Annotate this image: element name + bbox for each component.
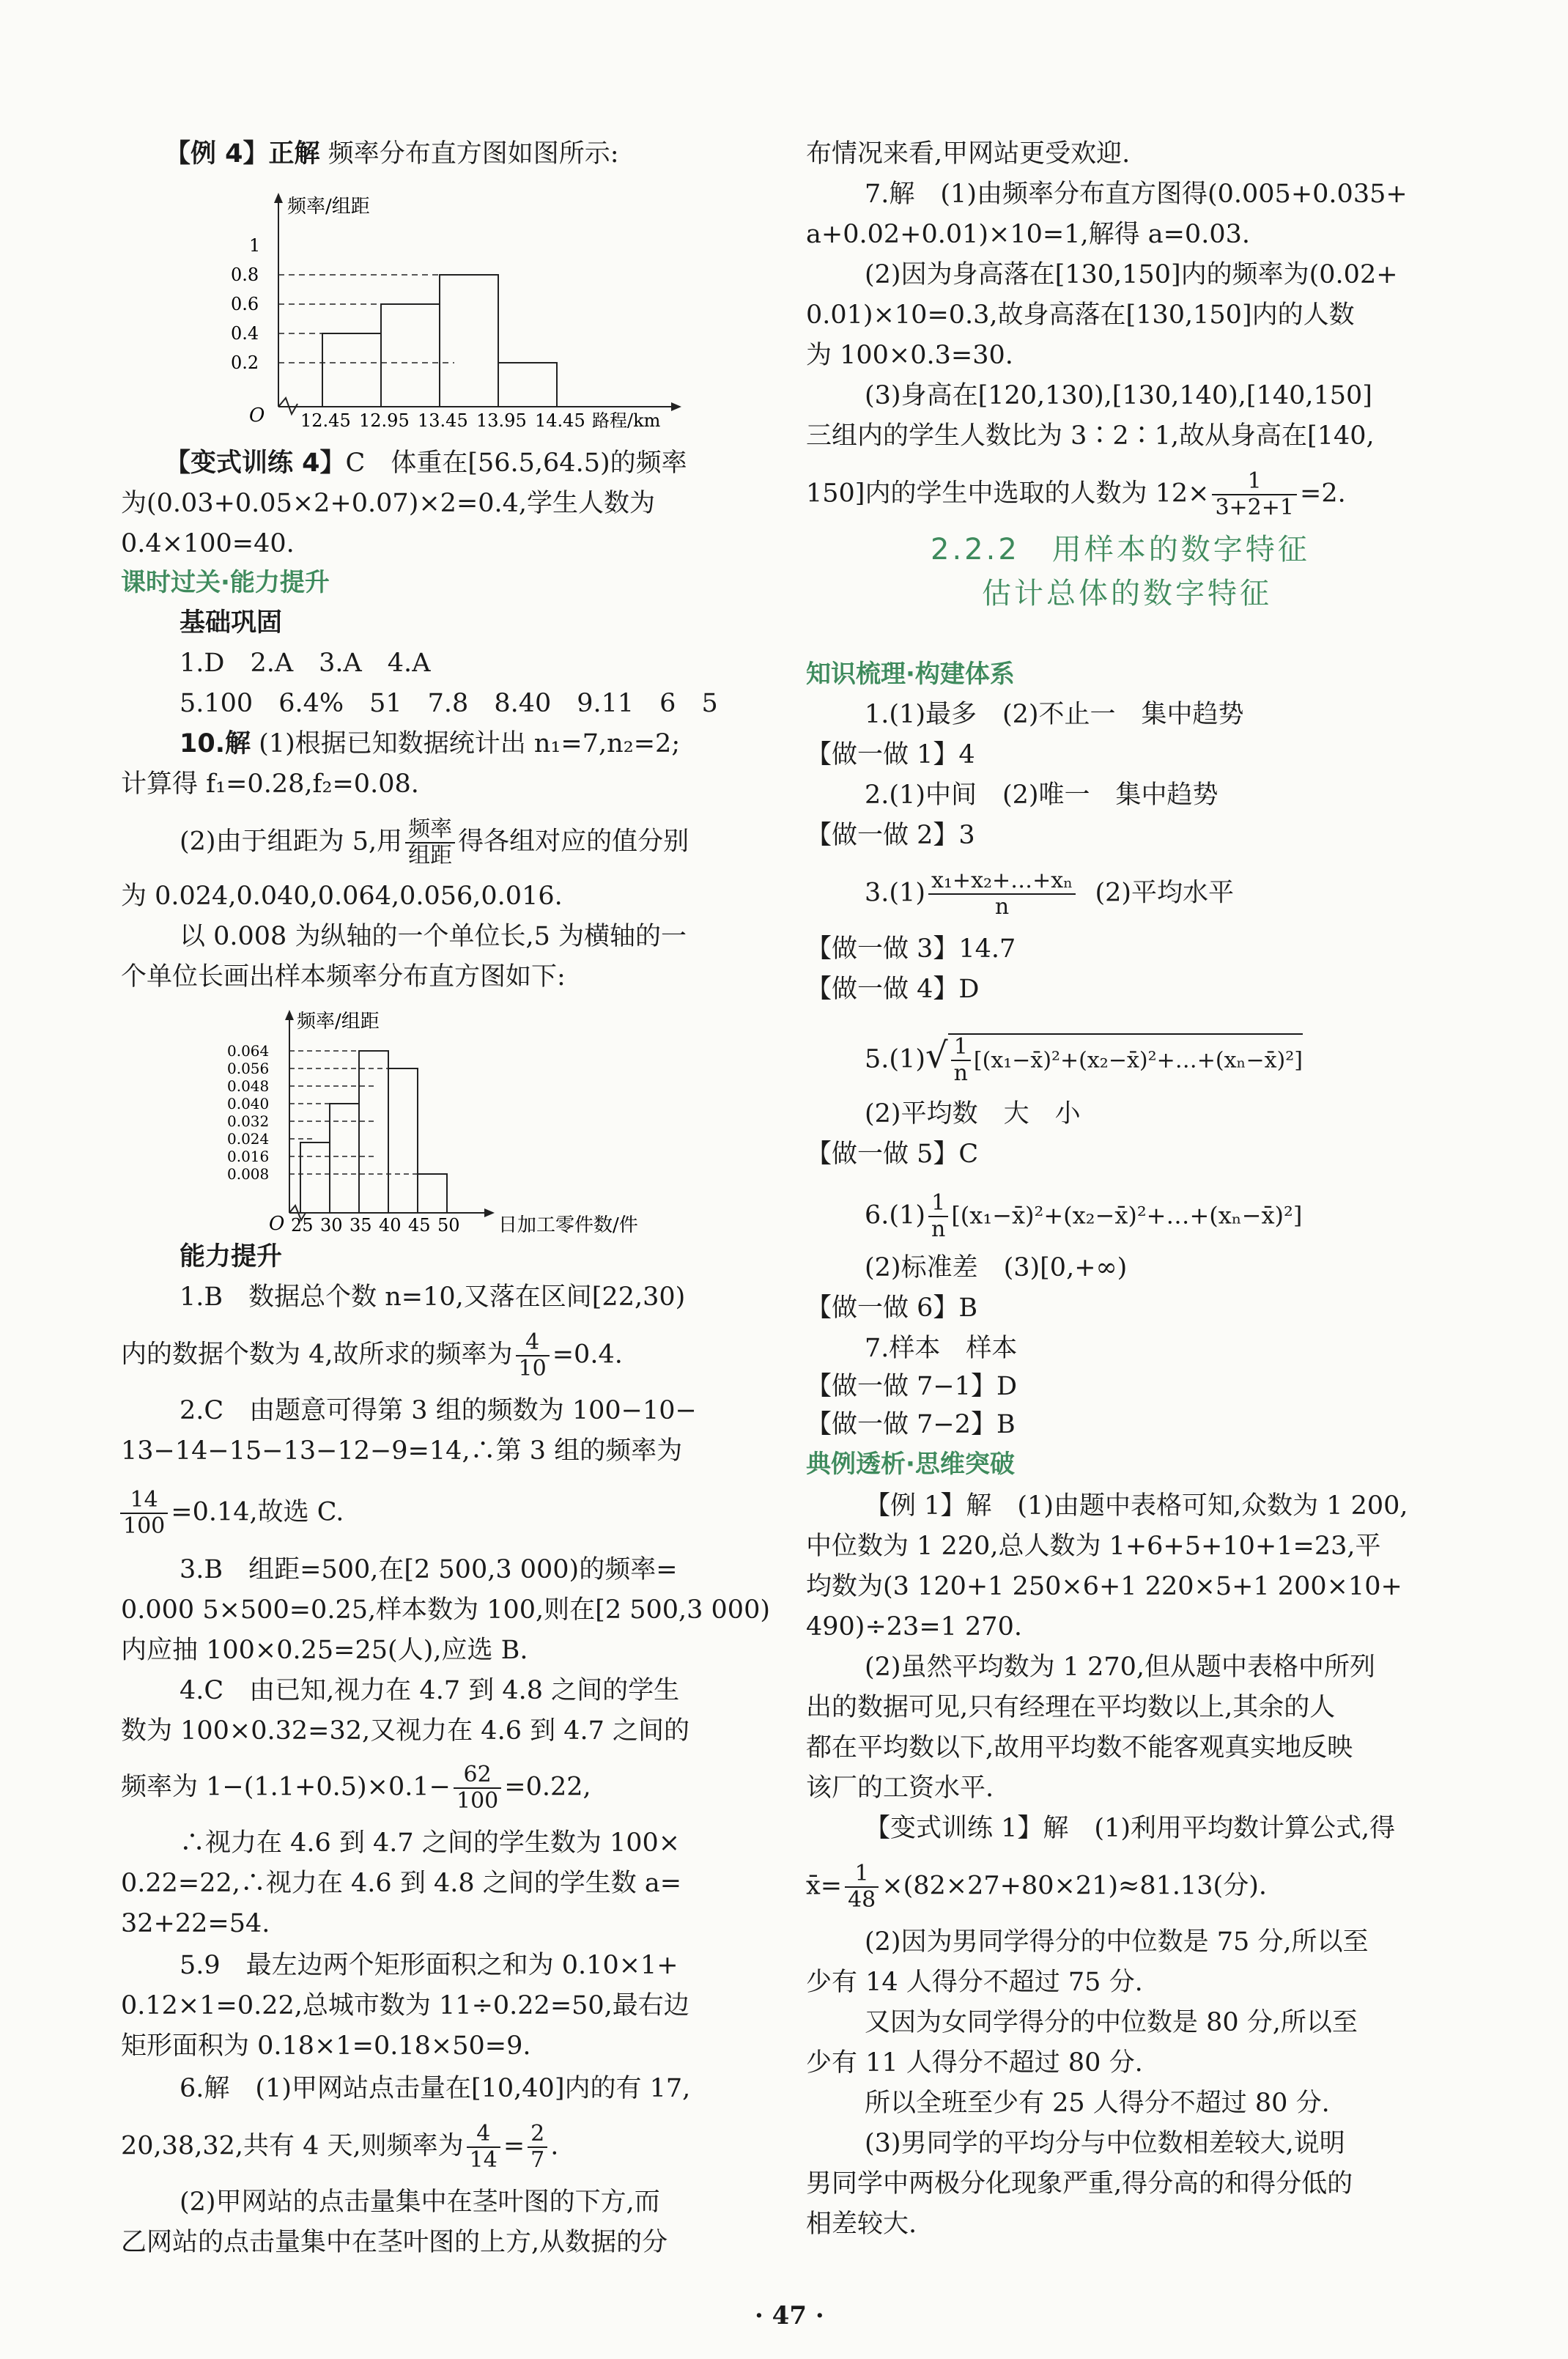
- section-title-line1: 2.2.2 用样本的数字特征: [931, 533, 1310, 566]
- denominator: 48: [848, 1887, 876, 1913]
- q10-line1: [180, 729, 680, 758]
- fraction: [467, 2122, 500, 2173]
- p1-line2: [121, 1330, 623, 1381]
- k6: [865, 1191, 1302, 1242]
- v1-line4: 少有 14 人得分不超过 75 分.: [806, 1968, 1143, 1997]
- chart1-xticks: [300, 410, 585, 431]
- k2: 2.(1)中间 (2)唯一 集中趋势: [865, 780, 1218, 810]
- denominator: n: [953, 1060, 968, 1086]
- d7-2: 【做一做 7−2】B: [806, 1410, 1016, 1439]
- e1-line7: 都在平均数以下,故用平均数不能客观真实地反映: [806, 1733, 1353, 1762]
- example-4-line: [165, 139, 618, 169]
- e1-line8: 该厂的工资水平.: [806, 1773, 994, 1803]
- denominator: n: [994, 894, 1010, 920]
- numerator: 62: [454, 1762, 501, 1789]
- p6-line3: (2)甲网站的点击量集中在茎叶图的下方,而: [180, 2188, 660, 2217]
- denominator: 14: [469, 2147, 498, 2173]
- text: =0.4.: [552, 1340, 623, 1370]
- numerator: 1: [1212, 469, 1297, 495]
- q7-line6: (3)身高在[120,130),[130,140),[140,150]: [865, 381, 1372, 410]
- fraction: [516, 1330, 550, 1381]
- chart1-ytick: 1: [249, 235, 261, 256]
- page-number: · 47 ·: [755, 2301, 824, 2330]
- text: (2)由于组距为 5,用: [180, 827, 403, 857]
- text: =0.14,故选 C.: [171, 1497, 344, 1527]
- chart1-xtick: 13.45: [418, 410, 468, 431]
- chart2-ytick: 0.016: [227, 1148, 270, 1165]
- k1: 1.(1)最多 (2)不止一 集中趋势: [865, 700, 1244, 729]
- text: [(x₁−x̄)²+(x₂−x̄)²+…+(xₙ−x̄)²]: [973, 1047, 1303, 1074]
- numerator: 1: [951, 1035, 971, 1061]
- example-4-tag: 【例 4】正解: [165, 139, 320, 169]
- q7-line7: 三组内的学生人数比为 3∶2∶1,故从身高在[140,: [806, 421, 1375, 451]
- chart1-ytick: 0.4: [231, 323, 259, 344]
- k6c: (2)标准差 (3)[0,+∞): [865, 1253, 1128, 1282]
- chart1-ytick: 0.2: [231, 352, 259, 373]
- chart2-ytick: 0.048: [227, 1077, 270, 1095]
- denominator: 100: [123, 1513, 166, 1539]
- p1-line1: 1.B 数据总个数 n=10,又落在区间[22,30): [180, 1282, 686, 1312]
- section-heading-knowledge: 知识梳理·构建体系: [806, 660, 1015, 689]
- e1-line4: 490)÷23=1 270.: [806, 1612, 1022, 1642]
- text: (1)根据已知数据统计出 n₁=7,n₂=2;: [259, 729, 681, 758]
- p5-line3: 矩形面积为 0.18×1=0.18×50=9.: [121, 2031, 531, 2061]
- chart1-xtick: 13.95: [476, 410, 527, 431]
- chart1-ylabel: 频率/组距: [287, 196, 370, 218]
- chart2-ytick: 0.008: [227, 1165, 270, 1183]
- chart1-xtick: 12.95: [359, 410, 410, 431]
- answer-row-2: 5.100 6.4% 51 7.8 8.40 9.11 6 5: [180, 689, 718, 718]
- v1-line8: (3)男同学的平均分与中位数相差较大,说明: [865, 2129, 1345, 2158]
- q7-line3: (2)因为身高落在[130,150]内的频率为(0.02+: [865, 260, 1398, 289]
- p4-line6: 32+22=54.: [121, 1909, 270, 1938]
- sqrt-icon: √: [925, 1035, 948, 1077]
- chart2-origin: O: [269, 1213, 285, 1235]
- text: 20,38,32,共有 4 天,则频率为: [121, 2131, 464, 2161]
- v1-line10: 相差较大.: [806, 2210, 917, 2239]
- chart2-xtick: 45: [408, 1215, 431, 1236]
- k3: [865, 868, 1234, 920]
- p2-line2: 13−14−15−13−12−9=14,∴第 3 组的频率为: [121, 1436, 683, 1466]
- d3: 【做一做 3】14.7: [806, 934, 1016, 964]
- ability-heading: 能力提升: [180, 1242, 283, 1271]
- q10-line4: 为 0.024,0.040,0.064,0.056,0.016.: [121, 882, 563, 911]
- e1-line5: (2)虽然平均数为 1 270,但从题中表格中所列: [865, 1653, 1376, 1682]
- e1-line2: 中位数为 1 220,总人数为 1+6+5+10+1=23,平: [806, 1532, 1381, 1561]
- p3-line3: 内应抽 100×0.25=25(人),应选 B.: [121, 1636, 528, 1665]
- text: .: [550, 2131, 559, 2161]
- chart2-bar: [359, 1051, 388, 1213]
- text: =2.: [1300, 479, 1346, 509]
- k5c: (2)平均数 大 小: [865, 1099, 1081, 1129]
- variant-4-tag: 【变式训练 4】: [165, 448, 346, 478]
- q10-line6: 个单位长画出样本频率分布直方图如下:: [121, 962, 566, 992]
- chart1-origin: O: [249, 405, 265, 427]
- e1-line3: 均数为(3 120+1 250×6+1 220×5+1 200×10+: [806, 1572, 1402, 1601]
- denominator: 100: [456, 1788, 499, 1814]
- d4: 【做一做 4】D: [806, 975, 980, 1004]
- chart2-ytick: 0.032: [227, 1112, 270, 1130]
- q10-number: 10.解: [180, 729, 251, 758]
- variant-4-line1: [165, 448, 687, 478]
- v1-line5: 又因为女同学得分的中位数是 80 分,所以至: [865, 2008, 1358, 2037]
- q7-line5: 为 100×0.3=30.: [806, 341, 1013, 370]
- answer-row-1: 1.D 2.A 3.A 4.A: [180, 649, 431, 678]
- chart2-bar: [330, 1104, 359, 1213]
- numerator: 频率: [405, 817, 455, 843]
- chart1-ytick: 0.8: [231, 265, 259, 285]
- text: C 体重在[56.5,64.5)的频率: [345, 448, 687, 478]
- text: (2)平均水平: [1095, 878, 1235, 908]
- k7: 7.样本 样本: [865, 1334, 1018, 1363]
- q10-line5: 以 0.008 为纵轴的一个单位长,5 为横轴的一: [180, 922, 687, 951]
- section-heading-examples: 典例透析·思维突破: [806, 1450, 1015, 1479]
- chart1-bar: [440, 275, 498, 407]
- p5-line1: 5.9 最左边两个矩形面积之和为 0.10×1+: [180, 1951, 678, 1980]
- variant-4-line2: 为(0.03+0.05×2+0.07)×2=0.4,学生人数为: [121, 489, 656, 518]
- text: 内的数据个数为 4,故所求的频率为: [121, 1340, 513, 1370]
- chart2-xtick: 50: [437, 1215, 460, 1236]
- d7-1: 【做一做 7−1】D: [806, 1372, 1018, 1401]
- p5-line2: 0.12×1=0.22,总城市数为 11÷0.22=50,最右边: [121, 1991, 689, 2020]
- numerator: 14: [120, 1488, 168, 1514]
- fraction: [845, 1861, 879, 1913]
- chart2-ylabel: 频率/组距: [297, 1011, 380, 1033]
- v1-line1: 【变式训练 1】解 (1)利用平均数计算公式,得: [865, 1814, 1396, 1843]
- chart1-bar: [322, 333, 381, 407]
- chart2-ytick: 0.064: [227, 1042, 270, 1060]
- text: 150]内的学生中选取的人数为 12×: [806, 479, 1210, 509]
- chart2-xtick: 25: [291, 1215, 314, 1236]
- example-4-text: 频率分布直方图如图所示:: [328, 139, 619, 169]
- fraction: [928, 868, 1076, 920]
- p6-line4: 乙网站的点击量集中在茎叶图的上方,从数据的分: [121, 2228, 668, 2257]
- chart1-ytick: 0.6: [231, 294, 259, 314]
- chart1-xlabel: 路程/km: [592, 410, 661, 431]
- q10-line2: 计算得 f₁=0.28,f₂=0.08.: [121, 769, 419, 799]
- fraction: [951, 1035, 971, 1086]
- chart1-xtick: 14.45: [535, 410, 585, 431]
- k5: [865, 1033, 1303, 1086]
- chart1-yticks: [231, 235, 260, 373]
- fraction: [528, 2122, 547, 2173]
- basic-heading: 基础巩固: [180, 608, 283, 638]
- text: 得各组对应的值分别: [458, 827, 689, 857]
- e1-line6: 出的数据可见,只有经理在平均数以上,其余的人: [806, 1693, 1336, 1722]
- text: x̄=: [806, 1871, 843, 1901]
- denominator: 3+2+1: [1215, 495, 1294, 520]
- frequency-histogram-2: [223, 1004, 722, 1238]
- p6-line1: 6.解 (1)甲网站点击量在[10,40]内的有 17,: [180, 2074, 691, 2103]
- fraction: [120, 1488, 168, 1539]
- v1-line9: 男同学中两极分化现象严重,得分高的和得分低的: [806, 2169, 1353, 2199]
- p6-line2: [121, 2122, 558, 2173]
- chart1-xtick: 12.45: [300, 410, 351, 431]
- fraction: [1212, 469, 1297, 520]
- frequency-histogram-1: [227, 187, 696, 432]
- q7-line1: 7.解 (1)由频率分布直方图得(0.005+0.035+: [865, 180, 1408, 209]
- numerator: x₁+x₂+…+xₙ: [928, 868, 1076, 895]
- section-title-line2: 估计总体的数字特征: [982, 577, 1272, 610]
- text: [(x₁−x̄)²+(x₂−x̄)²+…+(xₙ−x̄)²]: [951, 1201, 1303, 1230]
- chart2-yticks: [227, 1042, 269, 1183]
- chart2-xtick: 40: [379, 1215, 402, 1236]
- chart1-bar: [381, 304, 440, 407]
- q7-line8: [806, 469, 1346, 520]
- p2-line1: 2.C 由题意可得第 3 组的频数为 100−10−: [180, 1396, 697, 1425]
- p4-line3: [121, 1762, 591, 1814]
- p3-line2: 0.000 5×500=0.25,样本数为 100,则在[2 500,3 000): [121, 1595, 770, 1625]
- p4-line2: 数为 100×0.32=32,又视力在 4.6 到 4.7 之间的: [121, 1716, 689, 1746]
- fraction: [405, 817, 455, 868]
- d2: 【做一做 2】3: [806, 821, 975, 850]
- p3-line1: 3.B 组距=500,在[2 500,3 000)的频率=: [180, 1555, 678, 1584]
- numerator: 4: [516, 1330, 550, 1356]
- denominator: 10: [518, 1356, 547, 1381]
- v1-line7: 所以全班至少有 25 人得分不超过 80 分.: [865, 2089, 1330, 2118]
- p4-line4: ∴视力在 4.6 到 4.7 之间的学生数为 100×: [180, 1828, 681, 1858]
- numerator: 4: [467, 2122, 500, 2148]
- denominator: 7: [530, 2147, 545, 2173]
- numerator: 1: [928, 1191, 948, 1217]
- chart2-bar: [388, 1068, 418, 1213]
- r-line1: 布情况来看,甲网站更受欢迎.: [806, 139, 1131, 169]
- numerator: 1: [845, 1861, 879, 1888]
- chart2-bar: [418, 1174, 447, 1213]
- numerator: 2: [528, 2122, 547, 2148]
- v1-line3: (2)因为男同学得分的中位数是 75 分,所以至: [865, 1927, 1369, 1957]
- p2-line3: [117, 1488, 344, 1539]
- p4-line1: 4.C 由已知,视力在 4.7 到 4.8 之间的学生: [180, 1676, 680, 1705]
- text: ×(82×27+80×21)≈81.13(分).: [881, 1871, 1267, 1901]
- chart1-bar: [498, 363, 557, 407]
- text: =0.22,: [504, 1772, 591, 1802]
- q7-line4: 0.01)×10=0.3,故身高落在[130,150]内的人数: [806, 300, 1355, 330]
- chart2-xtick: 35: [350, 1215, 372, 1236]
- d5: 【做一做 5】C: [806, 1140, 979, 1169]
- section-heading-lesson: 课时过关·能力提升: [121, 568, 330, 597]
- text: 5.(1): [865, 1044, 925, 1074]
- v1-line2: [806, 1861, 1267, 1913]
- d1: 【做一做 1】4: [806, 740, 975, 769]
- p4-line5: 0.22=22,∴视力在 4.6 到 4.8 之间的学生数 a=: [121, 1869, 682, 1898]
- chart2-bar: [300, 1142, 330, 1213]
- text: =: [503, 2131, 525, 2161]
- e1-line1: 【例 1】解 (1)由题中表格可知,众数为 1 200,: [865, 1491, 1408, 1521]
- denominator: 组距: [408, 843, 453, 868]
- text: 6.(1): [865, 1200, 925, 1230]
- chart2-ytick: 0.040: [227, 1095, 270, 1112]
- chart2-xtick: 30: [320, 1215, 343, 1236]
- denominator: n: [931, 1217, 946, 1242]
- text: 3.(1): [865, 878, 925, 908]
- fraction: [928, 1191, 948, 1242]
- variant-4-line3: 0.4×100=40.: [121, 529, 295, 558]
- chart2-ytick: 0.024: [227, 1130, 270, 1148]
- q10-line3: [180, 817, 689, 868]
- chart2-ytick: 0.056: [227, 1060, 270, 1077]
- d6: 【做一做 6】B: [806, 1293, 978, 1323]
- fraction: [454, 1762, 501, 1814]
- chart2-xticks: [291, 1215, 460, 1236]
- v1-line6: 少有 11 人得分不超过 80 分.: [806, 2048, 1143, 2078]
- q7-line2: a+0.02+0.01)×10=1,解得 a=0.03.: [806, 220, 1250, 249]
- chart2-xlabel: 日加工零件数/件: [498, 1214, 638, 1236]
- text: 频率为 1−(1.1+0.5)×0.1−: [121, 1772, 451, 1802]
